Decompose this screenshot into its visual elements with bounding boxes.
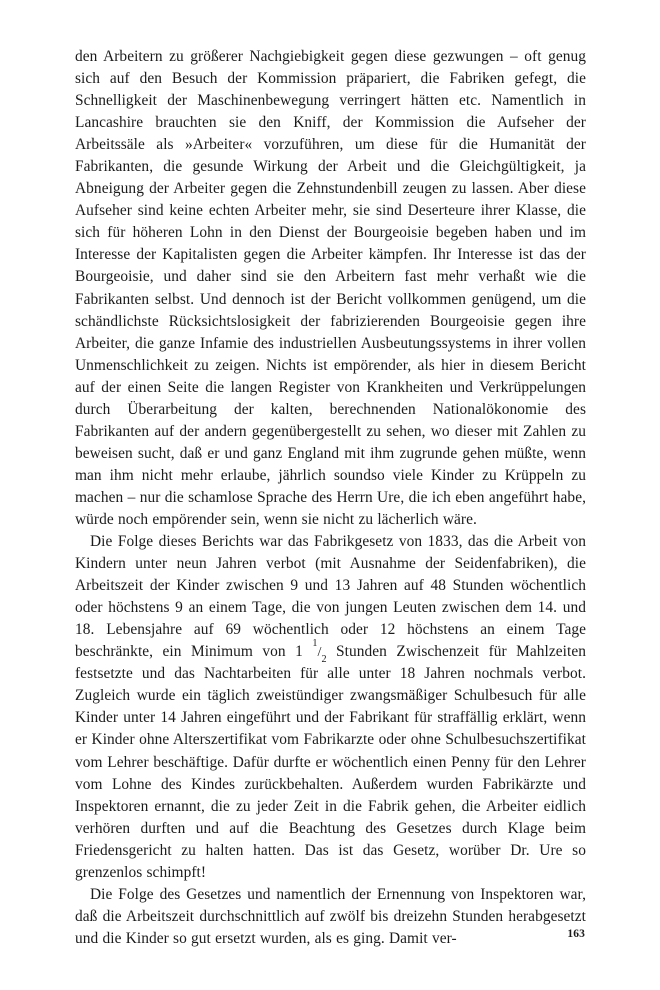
paragraph-2 [75, 531, 586, 884]
fraction-separator: / [317, 644, 322, 661]
fraction-numerator: 1 [312, 637, 318, 649]
paragraph-1: den Arbeitern zu größerer Nachgiebigkeit gegen diese gezwungen – oft genug sich auf den Besuch der Kommission präpariert, die Fabriken gefegt, die Schnelligkeit der Maschinenbewegung verringert hätten etc. Namentlich in Lancashire brauchten sie den Kniff, der Kommission die Aufseher der Arbeitssäle als »Arbeiter« vorzuführen, um diese für die Humanität der Fabrikanten, die gesunde Wirkung der Arbeit und die Gleichgültigkeit, ja Abneigung der Arbeiter gegen die Zehnstundenbill zeugen zu lassen. Aber diese Aufseher sind keine echten Arbeiter mehr, sie sind Deserteure ihrer Klasse, die sich für höheren Lohn in den Dienst der Bourgeoisie begeben haben und im Interesse der Kapitalisten gegen die Arbeiter kämpfen. Ihr Interesse ist das der Bourgeoisie, und daher sind sie den Arbeitern fast mehr verhaßt wie die Fabrikanten selbst. Und dennoch ist der Bericht vollkommen genügend, um die schändlichste Rücksichtslosigkeit der fabrizierenden Bourgeoisie gegen ihre Arbeiter, die ganze Infamie des industriellen Ausbeutungssystems in ihrer vollen Unmenschlichkeit zu zeigen. Nichts ist empörender, als hier in diesem Bericht auf der einen Seite die langen Register von Krankheiten und Verkrüppelungen durch Überarbeitung der kalten, berechnenden Nationalökonomie des Fabrikanten auf der andern gegenübergestellt zu sehen, wo dieser mit Zahlen zu beweisen sucht, daß er und ganz England mit ihm zugrunde gehen müßte, wenn man ihm nicht mehr erlaube, jährlich soundso viele Kinder zu Krüppeln zu machen – nur die schamlose Sprache des Herrn Ure, die ich eben angeführt habe, würde noch empörender sein, wenn sie nicht zu lächerlich wäre. [75, 48, 586, 528]
paragraph-3: Die Folge des Gesetzes und namentlich der Ernennung von Inspektoren war, daß die Arbeitszeit durchschnittlich auf zwölf bis dreizehn Stunden herabgesetzt und die Kinder so gut ersetzt wurden, als es ging. Damit ver- [75, 885, 586, 947]
page-text-block [75, 46, 586, 950]
paragraph-2-text-before-fraction: Die Folge dieses Berichts war das Fabrikgesetz von 1833, das die Arbeit von Kindern unter neun Jahren verbot (mit Ausnahme der Seidenfabriken), die Arbeitszeit der Kinder zwischen 9 und 13 Jahren auf 48 Stunden wöchentlich oder höchstens 9 an einem Tage, die von jungen Leuten zwischen dem 14. und 18. Lebensjahre auf 69 wöchentlich oder 12 höchstens an einem Tage beschränkte, ein Minimum von 1 [75, 533, 586, 661]
fraction-denominator: 2 [321, 654, 327, 666]
page-number: 163 [567, 928, 585, 940]
paragraph-2-text-after-fraction: Stunden Zwischenzeit für Mahlzeiten festsetzte und das Nachtarbeiten für alle unter 18 Jahren nochmals verbot. Zugleich wurde ein täglich zweistündiger zwangsmäßiger Schulbesuch für alle Kinder unter 14 Jahren eingeführt und der Fabrikant für straffällig erklärt, wenn er Kinder ohne Alterszertifikat vom Fabrikarzte oder ohne Schulbesuchszertifikat vom Lehrer beschäftige. Dafür durfte er wöchentlich einen Penny für den Lehrer vom Lohne des Kindes zurückbehalten. Außerdem wurden Fabrikärzte und Inspektoren ernannt, die zu jeder Zeit in die Fabrik gehen, die Arbeiter eidlich verhören durften und auf die Beachtung des Gesetzes durch Klage beim Friedensgericht zu halten hatten. Das ist das Gesetz, worüber Dr. Ure so grenzenlos schimpft! [75, 643, 586, 881]
fraction-one-half [312, 637, 327, 666]
